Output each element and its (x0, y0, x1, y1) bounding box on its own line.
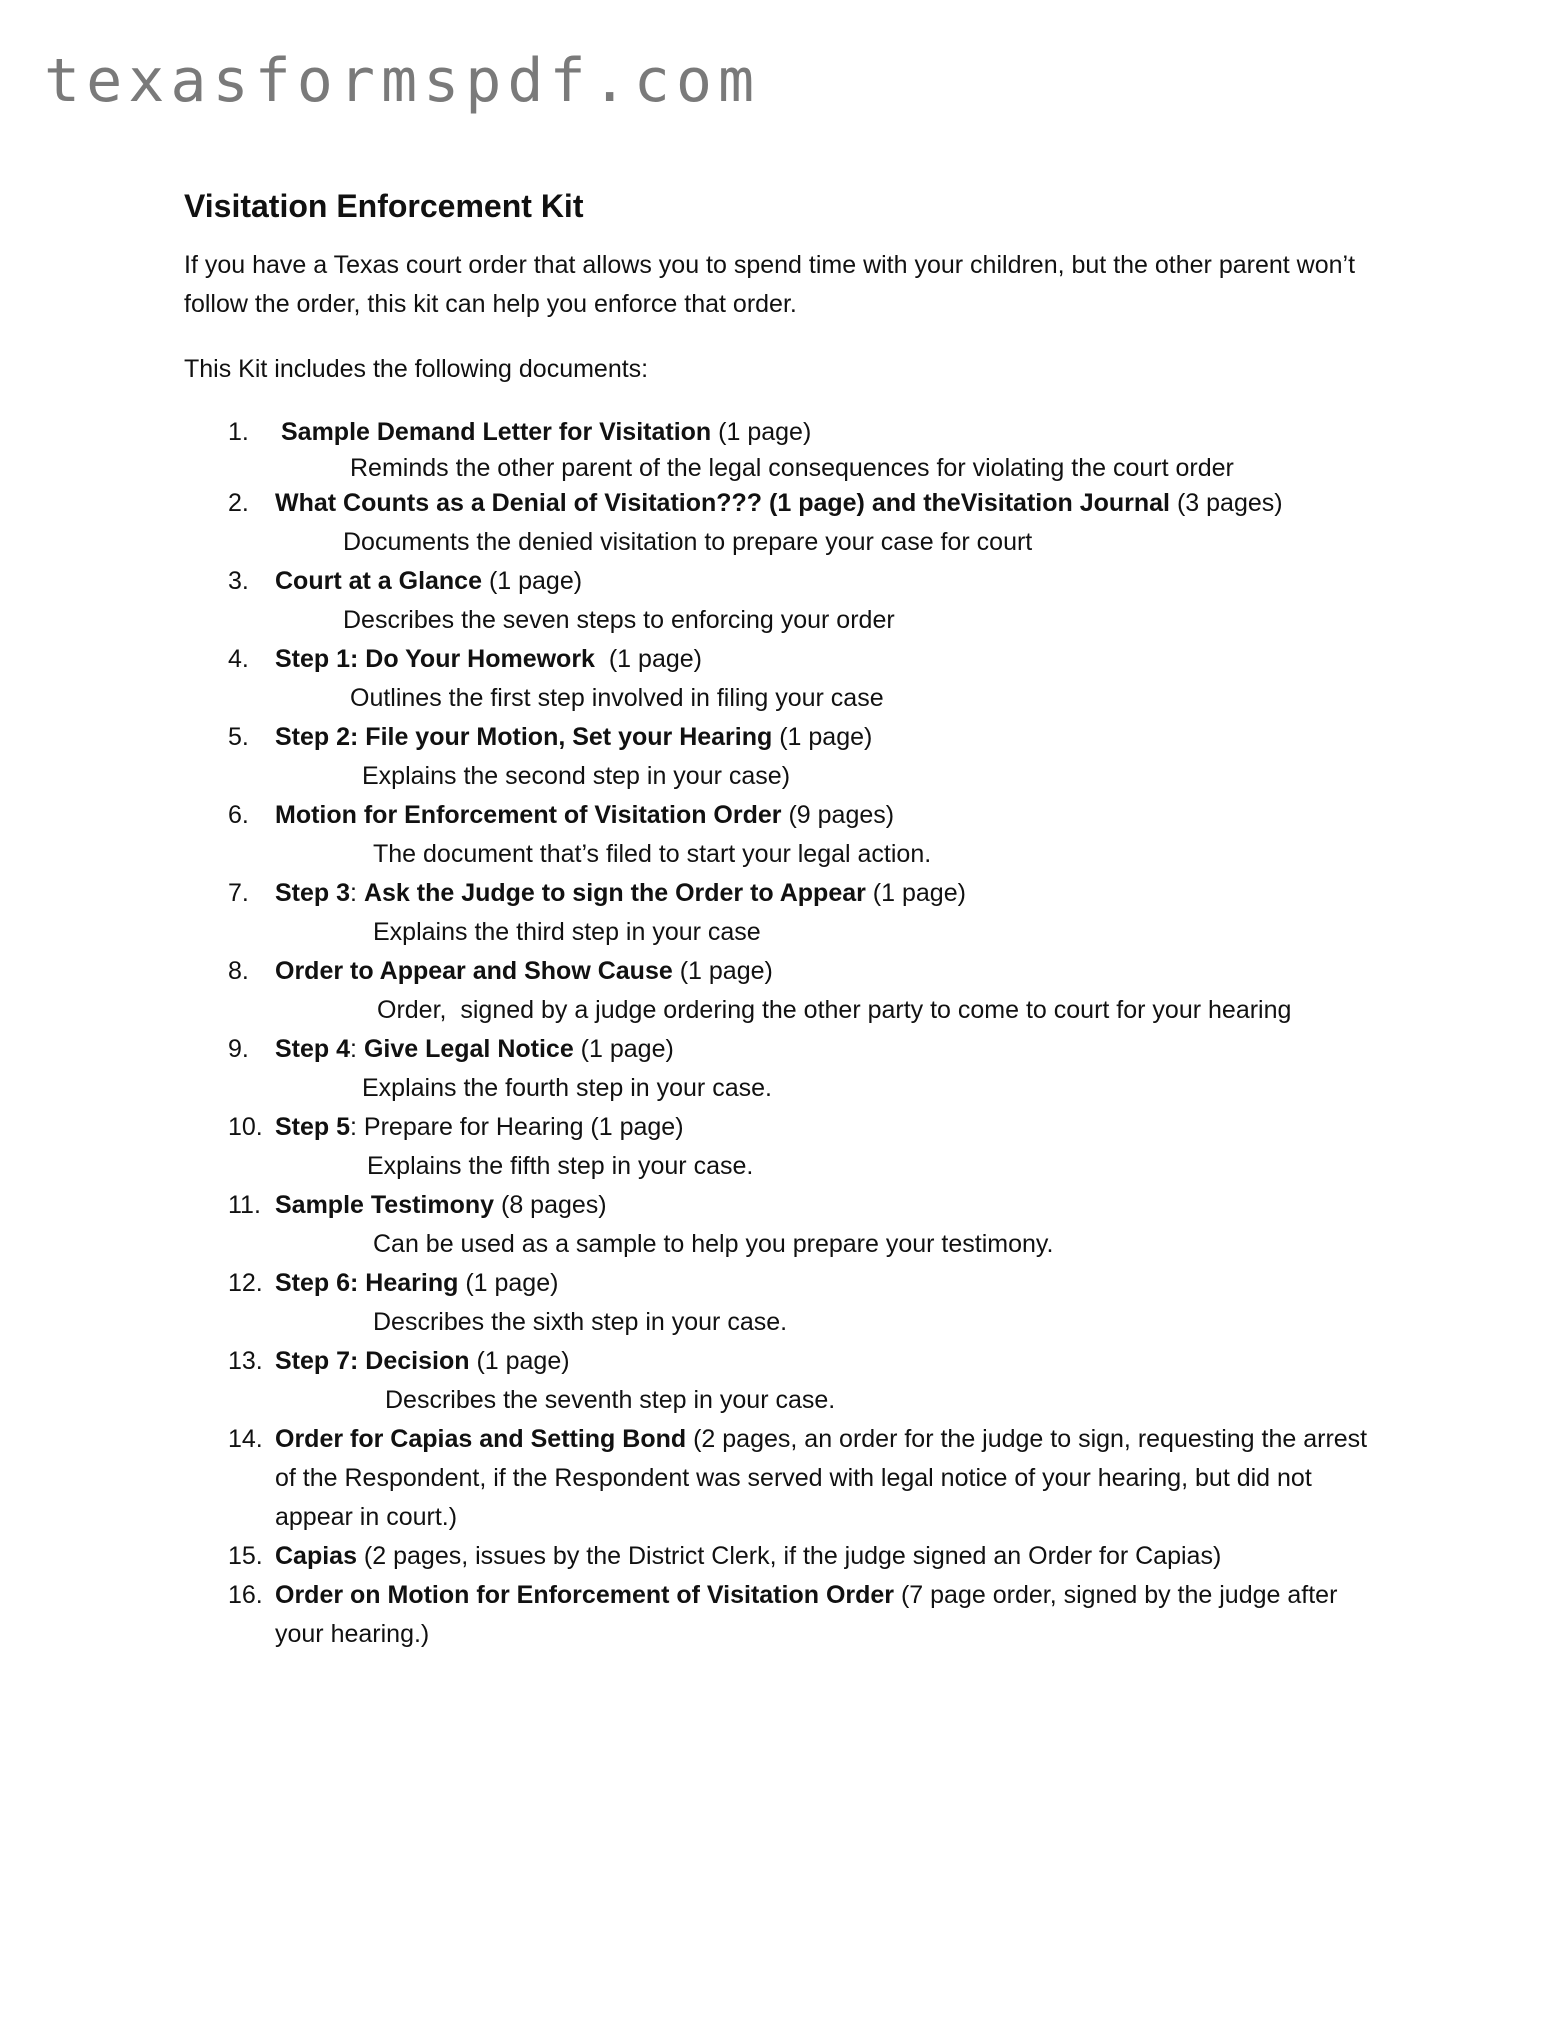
item-pages: (1 page) (469, 1347, 570, 1375)
item-description: Explains the fifth step in your case. (367, 1152, 754, 1180)
item-separator: : (350, 1035, 364, 1063)
item-number: 14. (228, 1425, 263, 1453)
list-item (184, 413, 1384, 484)
item-title: What Counts as a Denial of Visitation??? (1 page) and theVisitation Journal (275, 489, 1171, 517)
item-description: Explains the fourth step in your case. (362, 1074, 772, 1102)
item-title: Order to Appear and Show Cause (275, 957, 673, 985)
item-title: Step 6: Hearing (275, 1269, 459, 1297)
watermark: texasformspdf.com (44, 46, 761, 116)
item-description: Outlines the first step involved in filing your case (350, 684, 884, 712)
item-pages: (3 pages) (1170, 489, 1283, 517)
item-title: Sample Testimony (275, 1191, 495, 1219)
item-title-step: Step 4 (275, 1035, 351, 1063)
item-pages: (1 page) (458, 1269, 559, 1297)
list-item (184, 1342, 1384, 1420)
item-pages: (9 pages) (781, 801, 895, 829)
item-title: Order on Motion for Enforcement of Visitation Order (275, 1581, 895, 1609)
intro-paragraph: If you have a Texas court order that allows you to spend time with your children, but the other parent won’t follow the order, this kit can help you enforce that order. (184, 251, 1356, 318)
item-pages: (1 page) (711, 418, 812, 446)
list-item (184, 1576, 1385, 1654)
item-title: Court at a Glance (275, 567, 482, 595)
list-item (184, 1108, 1384, 1186)
item-pages: (1 page) (865, 879, 966, 907)
item-title: Order for Capias and Setting Bond (275, 1425, 687, 1453)
list-item (184, 1537, 1385, 1576)
item-number: 13. (228, 1347, 263, 1375)
item-details: (2 pages, an order for the judge to sign, requesting the arrest of the Respondent, if the Respondent was served with legal notice of your hearing, but did not appear in court.) (275, 1425, 1368, 1531)
list-item (184, 1420, 1385, 1537)
item-details: (7 page order, signed by the judge after your hearing.) (275, 1581, 1338, 1648)
item-description: Describes the seven steps to enforcing your order (343, 606, 895, 634)
item-title: Capias (275, 1542, 357, 1570)
item-number: 11. (228, 1191, 261, 1219)
item-title: Step 7: Decision (275, 1347, 470, 1375)
item-number: 6. (228, 801, 249, 829)
item-pages: : Prepare for Hearing (1 page) (350, 1113, 684, 1141)
list-item (184, 562, 1384, 640)
item-description: Order, signed by a judge ordering the other party to come to court for your hearing (377, 996, 1292, 1024)
item-title: Sample Demand Letter for Visitation (281, 418, 712, 446)
item-description: Explains the second step in your case) (362, 762, 791, 790)
item-title: Motion for Enforcement of Visitation Order (275, 801, 782, 829)
item-number: 15. (228, 1542, 263, 1570)
item-pages: (1 page) (594, 645, 702, 673)
list-item (184, 1264, 1384, 1342)
item-description: Documents the denied visitation to prepare your case for court (343, 528, 1033, 556)
item-pages: (8 pages) (494, 1191, 607, 1219)
list-item (184, 1030, 1384, 1108)
list-item (184, 1186, 1384, 1264)
item-number: 4. (228, 645, 249, 673)
item-pages: (1 page) (482, 567, 583, 595)
item-description: Describes the sixth step in your case. (373, 1308, 788, 1336)
item-description: Describes the seventh step in your case. (385, 1386, 836, 1414)
item-number: 10. (228, 1113, 263, 1141)
list-item (184, 796, 1384, 874)
item-title-step: Step 3 (275, 879, 351, 907)
item-number: 1. (228, 418, 249, 446)
item-title: Ask the Judge to sign the Order to Appear (363, 879, 866, 907)
list-item (184, 640, 1384, 718)
item-description: Can be used as a sample to help you prepare your testimony. (373, 1230, 1054, 1258)
item-details: (2 pages, issues by the District Clerk, if the judge signed an Order for Capias) (356, 1542, 1222, 1570)
item-description: Explains the third step in your case (373, 918, 761, 946)
item-number: 9. (228, 1035, 249, 1063)
item-title: Step 1: Do Your Homework (275, 645, 595, 673)
item-number: 8. (228, 957, 249, 985)
item-description: Reminds the other parent of the legal consequences for violating the court order (350, 454, 1234, 482)
page-title: Visitation Enforcement Kit (184, 188, 584, 224)
item-number: 16. (228, 1581, 263, 1609)
list-item (184, 718, 1384, 796)
item-title: Give Legal Notice (363, 1035, 574, 1063)
item-pages: (1 page) (772, 723, 873, 751)
item-pages: (1 page) (672, 957, 773, 985)
document-list (184, 413, 1384, 1654)
item-number: 5. (228, 723, 249, 751)
list-item (184, 952, 1384, 1030)
item-pages: (1 page) (573, 1035, 674, 1063)
includes-label: This Kit includes the following documents: (184, 355, 649, 383)
item-number: 3. (228, 567, 249, 595)
list-item (184, 874, 1384, 952)
item-description: The document that’s filed to start your legal action. (373, 840, 932, 868)
item-separator: : (350, 879, 364, 907)
item-number: 7. (228, 879, 249, 907)
item-number: 12. (228, 1269, 263, 1297)
item-title: Step 5 (275, 1113, 351, 1141)
item-number: 2. (228, 489, 249, 517)
item-title: Step 2: File your Motion, Set your Hearing (275, 723, 773, 751)
document-body (184, 182, 1384, 1654)
list-item (184, 484, 1384, 562)
